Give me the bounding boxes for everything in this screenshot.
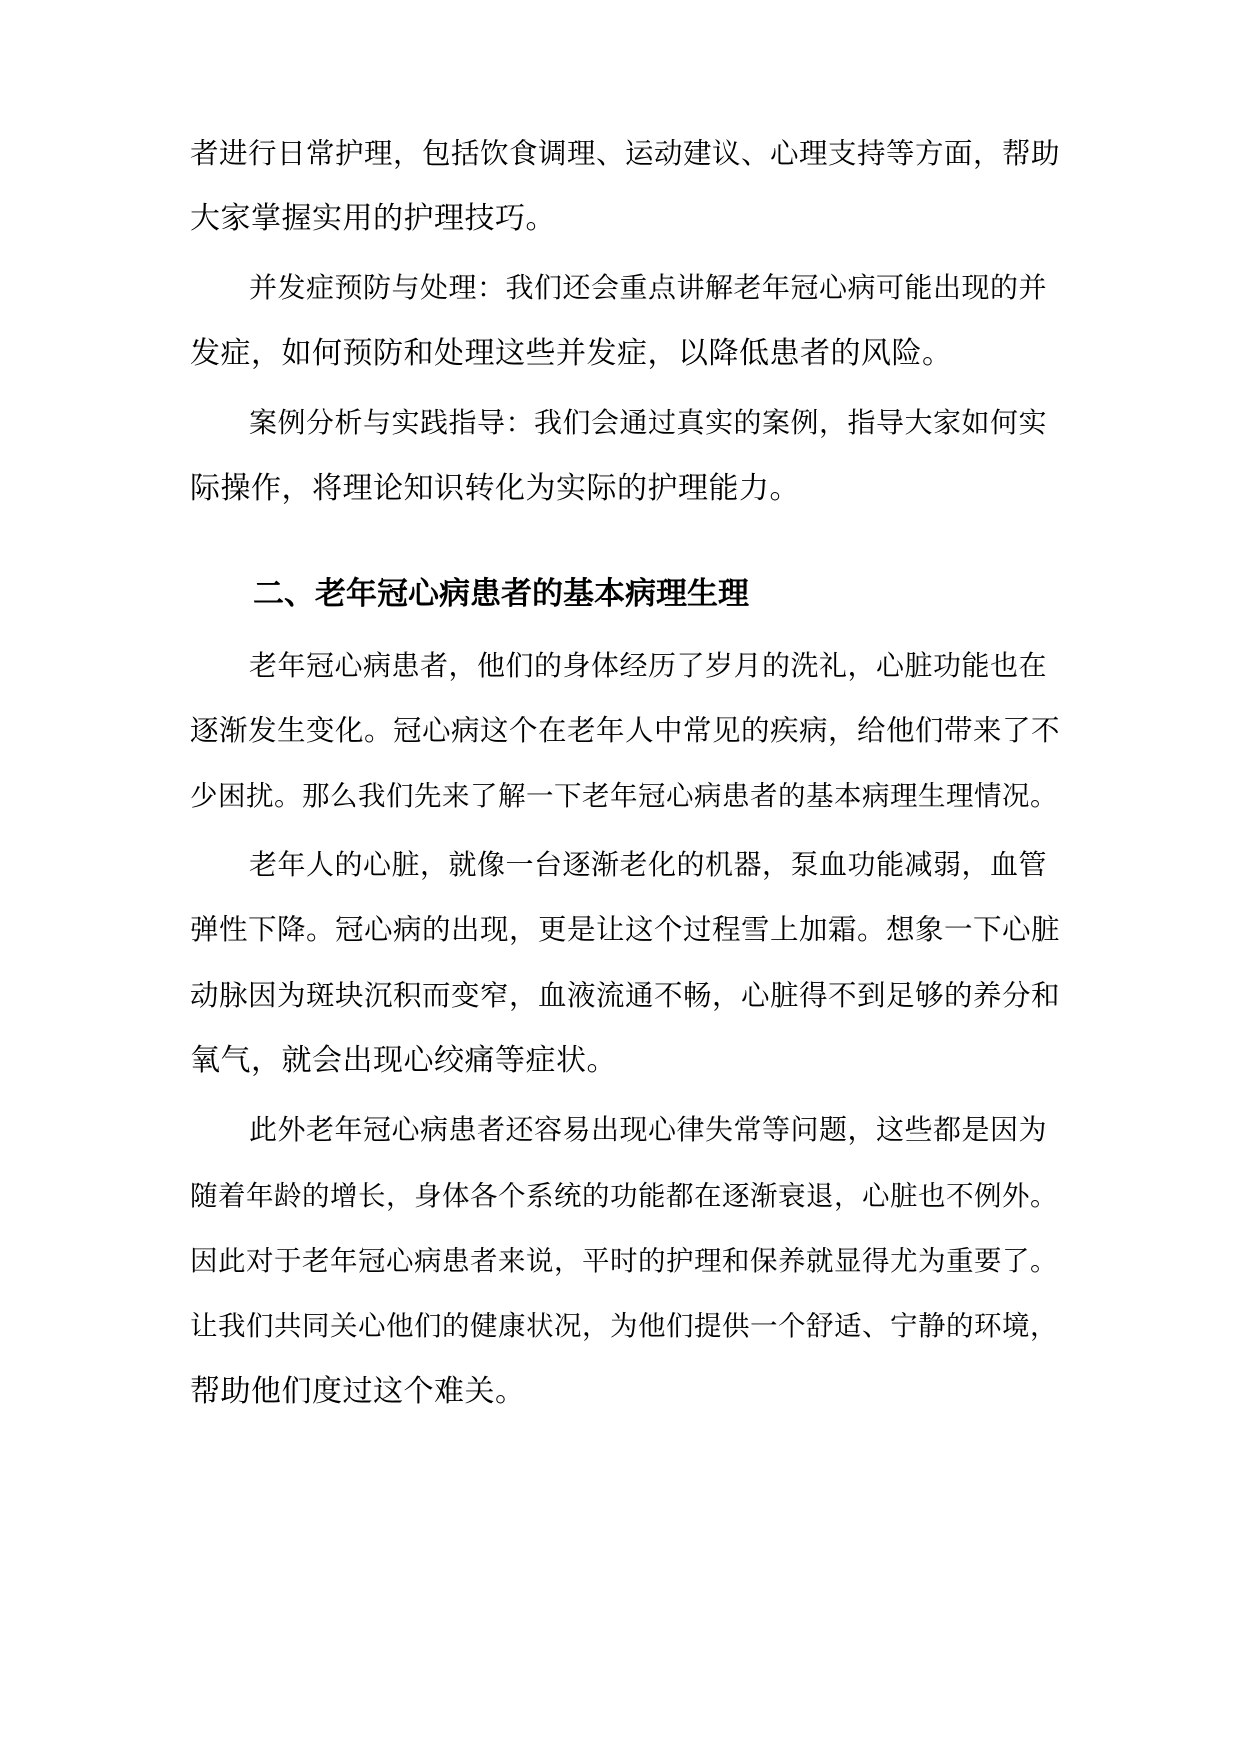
paragraph-line: 随着年龄的增长，身体各个系统的功能都在逐渐衰退，心脏也不例外。 xyxy=(190,1180,1058,1212)
paragraph-line: 此外老年冠心病患者还容易出现心律失常等问题，这些都是因为 xyxy=(249,1113,1048,1146)
paragraph-line: 动脉因为斑块沉积而变窄，血液流通不畅，心脏得不到足够的养分和 xyxy=(190,979,1061,1012)
paragraph-line: 因此对于老年冠心病患者来说，平时的护理和保养就显得尤为重要了。 xyxy=(190,1245,1058,1277)
section-heading: 二、老年冠心病患者的基本病理生理 xyxy=(253,576,749,612)
paragraph-line: 并发症预防与处理：我们还会重点讲解老年冠心病可能出现的并 xyxy=(249,271,1048,304)
paragraph-line: 老年冠心病患者，他们的身体经历了岁月的洗礼，心脏功能也在 xyxy=(249,649,1048,682)
paragraph-line: 大家掌握实用的护理技巧。 xyxy=(190,201,556,236)
paragraph-line: 逐渐发生变化。冠心病这个在老年人中常见的疾病，给他们带来了不 xyxy=(190,714,1061,747)
paragraph-line: 氧气，就会出现心绞痛等症状。 xyxy=(190,1043,617,1078)
paragraph-line: 让我们共同关心他们的健康状况，为他们提供一个舒适、宁静的环境， xyxy=(190,1310,1058,1342)
paragraph-line: 发症，如何预防和处理这些并发症，以降低患者的风险。 xyxy=(190,336,953,371)
paragraph-line: 际操作，将理论知识转化为实际的护理能力。 xyxy=(190,471,800,506)
paragraph-line: 帮助他们度过这个难关。 xyxy=(190,1374,526,1409)
paragraph-line: 者进行日常护理，包括饮食调理、运动建议、心理支持等方面，帮助 xyxy=(190,137,1061,170)
paragraph-line: 案例分析与实践指导：我们会通过真实的案例，指导大家如何实 xyxy=(249,406,1048,439)
paragraph-line: 弹性下降。冠心病的出现，更是让这个过程雪上加霜。想象一下心脏 xyxy=(190,913,1061,946)
paragraph-line: 老年人的心脏，就像一台逐渐老化的机器，泵血功能减弱，血管 xyxy=(249,848,1048,881)
paragraph-line: 少困扰。那么我们先来了解一下老年冠心病患者的基本病理生理情况。 xyxy=(190,780,1058,812)
